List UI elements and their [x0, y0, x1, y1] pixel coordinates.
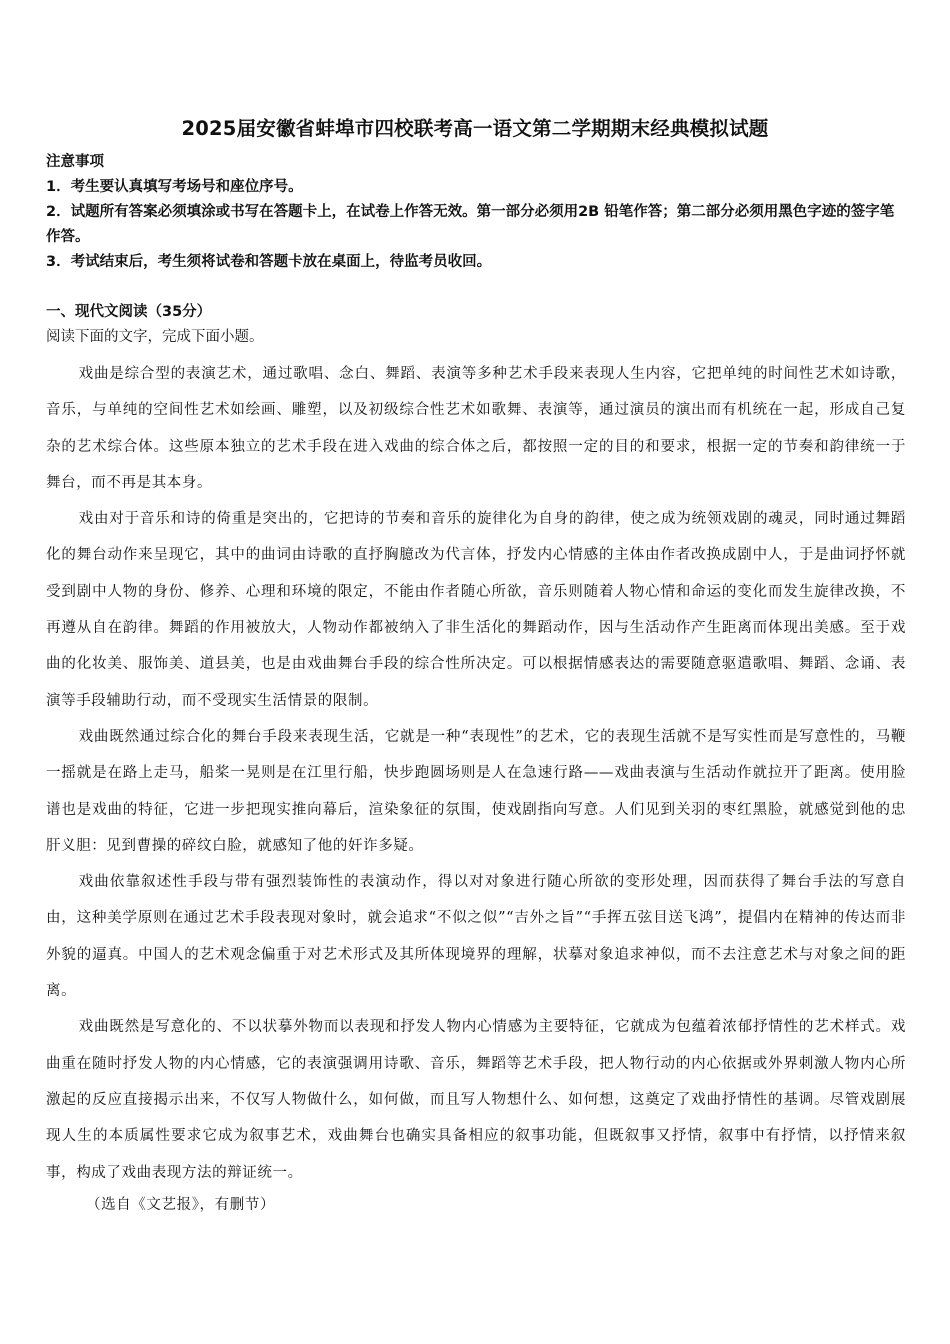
article-source: （选自《文艺报》，有删节）	[86, 1197, 276, 1213]
notice-block	[46, 150, 908, 275]
article-paragraph: 戏曲依靠叙述性手段与带有强烈装饰性的表演动作，得以对对象进行随心所欲的变形处理，因而获得了舞台手法的写意自由，这种美学原则在通过艺术手段表现对象时，就会追求“不似之似”“吉外之旨”“手挥五弦目送飞鸿”，提倡内在精神的传达而非外貌的逼真。中国人的艺术观念偏重于对艺术形式及其所体现境界的理解，状摹对象追求神似，而不去注意艺术与对象之间的距离。	[46, 874, 906, 1000]
notice-item: 1．考生要认真填写考场号和座位序号。	[46, 179, 303, 195]
notice-item: 3．考试结束后，考生须将试卷和答题卡放在桌面上，待监考员收回。	[46, 254, 492, 270]
article-paragraph: 戏曲是综合型的表演艺术，通过歌唱、念白、舞蹈、表演等多种艺术手段来表现人生内容，它把单纯的时间性艺术如诗歌，音乐，与单纯的空间性艺术如绘画、雕塑，以及初级综合性艺术如歌舞、表演等，通过演员的演出而有机统在一起，形成自己复杂的艺术综合体。这些原本独立的艺术手段在进入戏曲的综合体之后，都按照一定的目的和要求，根据一定的节奏和韵律统一于舞台，而不再是其本身。	[46, 366, 906, 491]
reading-article	[46, 356, 906, 1191]
notice-heading: 注意事项	[46, 154, 104, 170]
section-header	[46, 300, 908, 350]
article-paragraph: 戏曲既然通过综合化的舞台手段来表现生活，它就是一种“表现性”的艺术，它的表现生活就不是写实性而是写意性的，马鞭一摇就是在路上走马，船桨一晃则是在江里行船，快步跑圆场则是人在急速行路——戏曲表演与生活动作就拉开了距离。使用脸谱也是戏曲的特征，它进一步把现实推向幕后，渲染象征的氛围，使戏剧指向写意。人们见到关羽的枣红黑脸，就感觉到他的忠肝义胆：见到曹操的碎纹白脸，就感知了他的奸诈多疑。	[46, 728, 906, 854]
article-paragraph: 戏由对于音乐和诗的倚重是突出的，它把诗的节奏和音乐的旋律化为自身的韵律，使之成为统领戏剧的魂灵，同时通过舞蹈化的舞台动作来呈现它，其中的曲词由诗歌的直抒胸臆改为代言体，抒发内心情感的主体由作者改换成剧中人，于是曲词抒怀就受到剧中人物的身份、修养、心理和环境的限定，不能由作者随心所欲，音乐则随着人物心情和命运的变化而发生旋律改换，不再遵从自在韵律。舞蹈的作用被放大，人物动作都被纳入了非生活化的舞蹈动作，因与生活动作产生距离而体现出美感。至于戏曲的化妆美、服饰美、道县美，也是由戏曲舞台手段的综合性所决定。可以根据情感表达的需要随意驱遣歌唱、舞蹈、念诵、表演等手段辅助行动，而不受现实生活情景的限制。	[46, 511, 906, 709]
notice-item: 2．试题所有答案必须填涂或书写在答题卡上，在试卷上作答无效。第一部分必须用2B 铅笔作答；第二部分必须用黑色字迹的签字笔作答。	[46, 204, 895, 245]
exam-title: 2025届安徽省蚌埠市四校联考高一语文第二学期期末经典模拟试题	[181, 117, 769, 140]
section-instruction: 阅读下面的文字，完成下面小题。	[46, 329, 264, 345]
article-paragraph: 戏曲既然是写意化的、不以状摹外物而以表现和抒发人物内心情感为主要特征，它就成为包蕴着浓郁抒情性的艺术样式。戏曲重在随时抒发人物的内心情感，它的表演强调用诗歌、音乐，舞蹈等艺术手段，把人物行动的内心依据或外界刺激人物内心所激起的反应直接揭示出来，不仅写人物做什么，如何做，而且写人物想什么、如何想，这奠定了戏曲抒情性的基调。尽管戏剧展现人生的本质属性要求它成为叙事艺术，戏曲舞台也确实具备相应的叙事功能，但既叙事又抒情，叙事中有抒情，以抒情来叙事，构成了戏曲表现方法的辩证统一。	[46, 1019, 906, 1181]
section-heading: 一、现代文阅读（35分）	[46, 304, 212, 320]
